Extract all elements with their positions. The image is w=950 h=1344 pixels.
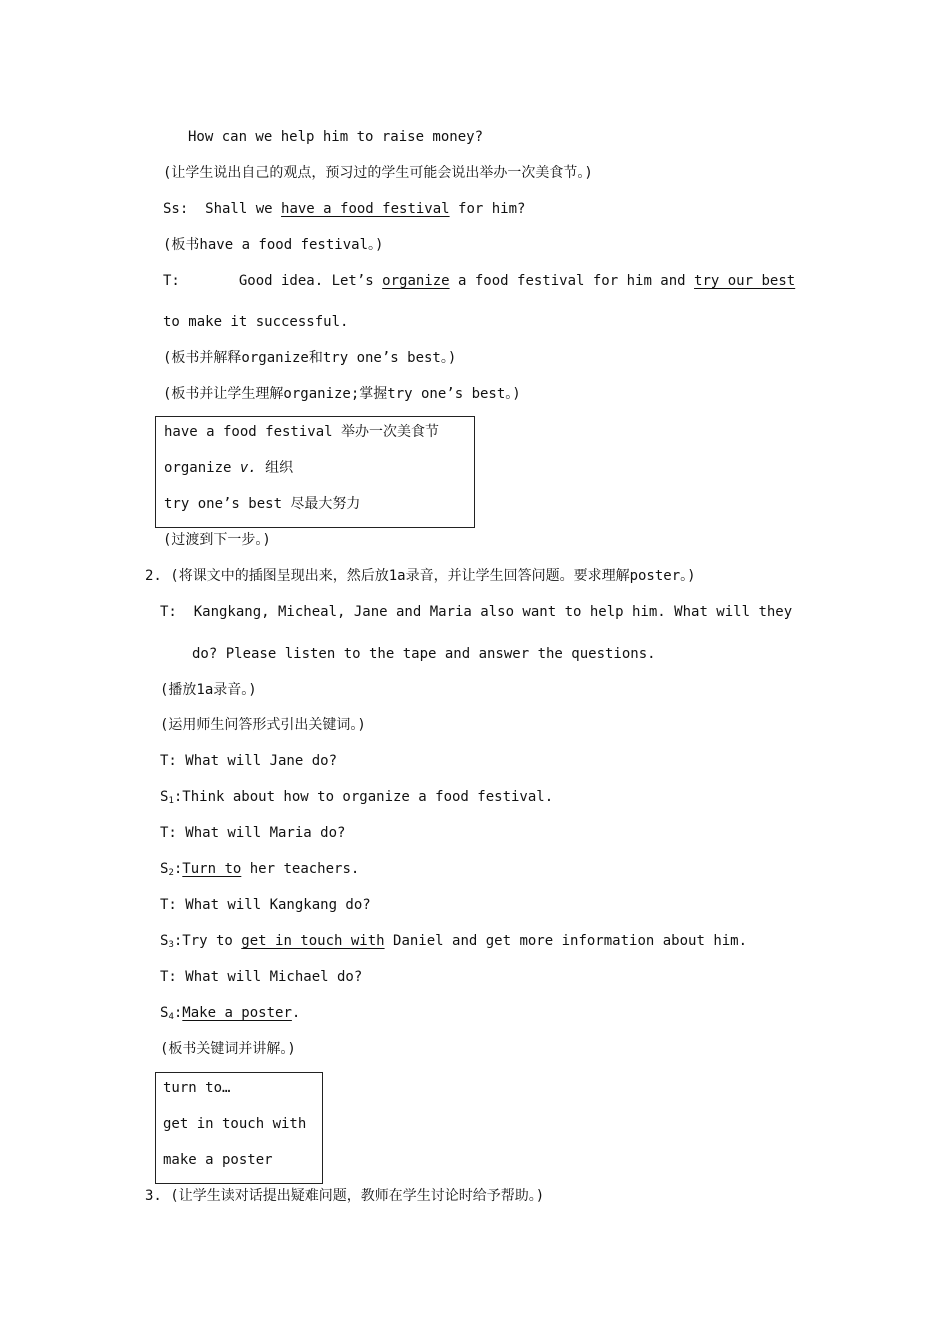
- note-play-tape: (播放1a录音。): [160, 682, 257, 698]
- text-segment: :Try to: [173, 933, 242, 949]
- line-s2: [160, 860, 359, 878]
- vocab-item: get in touch with: [163, 1116, 307, 1132]
- line-t-good-idea: [163, 272, 795, 290]
- line-continuation: to make it successful.: [163, 314, 349, 330]
- text-segment: Daniel and get more information about him.: [384, 933, 748, 949]
- text-segment: T: Good idea. Let’s: [163, 273, 383, 289]
- vocab-item: turn to…: [163, 1080, 231, 1096]
- text-segment: :: [173, 861, 183, 877]
- text-segment: for him?: [449, 201, 526, 217]
- note-board-understand: (板书并让学生理解organize;掌握try one’s best。): [163, 386, 521, 402]
- line-t-question: T: Kangkang, Micheal, Jane and Maria also want to help him. What will they: [160, 604, 793, 620]
- text-segment: her teachers.: [241, 861, 360, 877]
- line-t-maria: T: What will Maria do?: [160, 825, 346, 841]
- line-t-kangkang: T: What will Kangkang do?: [160, 897, 371, 913]
- line-t-jane: T: What will Jane do?: [160, 753, 338, 769]
- speaker-label: S: [160, 861, 169, 877]
- note-board-explain: (板书并解释organize和try one’s best。): [163, 350, 457, 366]
- text-segment: Ss: Shall we: [163, 201, 282, 217]
- speaker-label: S: [160, 1005, 169, 1021]
- speaker-number: 4: [168, 1012, 174, 1022]
- line-s4: [160, 1004, 300, 1022]
- speaker-label: S: [160, 789, 169, 805]
- underlined-word: organize: [382, 273, 450, 289]
- speaker-number: 1: [168, 796, 174, 806]
- text-segment: :: [173, 1005, 183, 1021]
- speaker-number: 3: [168, 940, 174, 950]
- text-segment: a food festival for him and: [449, 273, 695, 289]
- underlined-phrase: Make a poster: [182, 1005, 292, 1021]
- note-transition: (过渡到下一步。): [163, 532, 271, 548]
- vocab-box-2: [155, 1072, 323, 1184]
- note-board-keywords: (板书关键词并讲解。): [160, 1041, 296, 1057]
- note-board-food-festival: (板书have a food festival。): [163, 237, 384, 253]
- line-s1: [160, 788, 553, 806]
- underlined-phrase: get in touch with: [241, 933, 385, 949]
- step-2-heading: 2. (将课文中的插图呈现出来，然后放1a录音，并让学生回答问题。要求理解poster。): [145, 568, 696, 584]
- line-ss-shall-we: [163, 200, 525, 218]
- text-segment: 组织: [256, 460, 294, 476]
- underlined-phrase: Turn to: [182, 861, 242, 877]
- vocab-box-1: [155, 416, 475, 528]
- underlined-phrase: try our best: [694, 273, 796, 289]
- part-of-speech: v.: [239, 460, 257, 476]
- vocab-item: try one’s best 尽最大努力: [164, 496, 361, 512]
- note-qa: (运用师生问答形式引出关键词。): [160, 717, 366, 733]
- text-segment: organize: [164, 460, 240, 476]
- vocab-item: make a poster: [163, 1152, 273, 1168]
- line-t-michael: T: What will Michael do?: [160, 969, 363, 985]
- step-3-heading: 3. (让学生读对话提出疑难问题，教师在学生讨论时给予帮助。): [145, 1188, 545, 1204]
- speaker-label: S: [160, 933, 169, 949]
- line-question: How can we help him to raise money?: [188, 129, 484, 145]
- speaker-number: 2: [168, 868, 174, 878]
- underlined-phrase: have a food festival: [281, 201, 450, 217]
- note-student-views: (让学生说出自己的观点，预习过的学生可能会说出举办一次美食节。): [163, 165, 593, 181]
- line-s3: [160, 932, 747, 950]
- text-segment: :Think about how to organize a food festival.: [173, 789, 554, 805]
- text-segment: .: [291, 1005, 301, 1021]
- line-continuation: do? Please listen to the tape and answer the questions.: [192, 646, 656, 662]
- vocab-item: have a food festival 举办一次美食节: [164, 424, 440, 440]
- vocab-item: [164, 459, 293, 477]
